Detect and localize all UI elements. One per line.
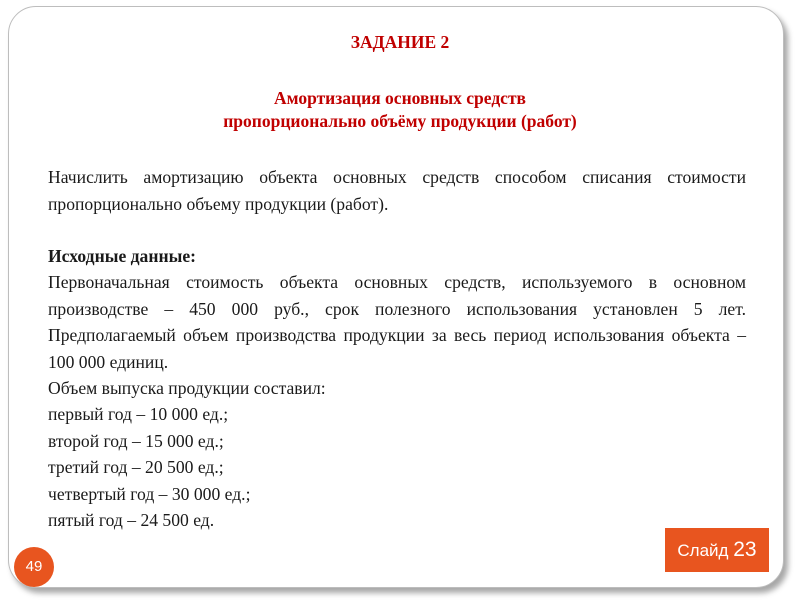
yearly-output-list — [48, 401, 250, 534]
task-statement: Начислить амортизацию объекта основных средств способом списания стоимости пропорционально объему продукции (работ). — [48, 167, 746, 214]
page-number-badge: 49 — [14, 547, 54, 587]
slide-subtitle-line-2: пропорционально объёму продукции (работ) — [223, 111, 577, 131]
given-data-heading: Исходные данные: — [48, 246, 197, 266]
list-item: пятый год – 24 500 ед. — [48, 510, 215, 530]
slide-subtitle-line-1: Амортизация основных средств — [274, 88, 526, 108]
list-item: первый год – 10 000 ед.; — [48, 404, 229, 424]
slide-link-button[interactable] — [665, 528, 769, 572]
list-item: второй год – 15 000 ед.; — [48, 430, 224, 451]
list-item: третий год – 20 500 ед.; — [48, 457, 224, 477]
list-item: четвертый год – 30 000 ед.; — [48, 483, 251, 504]
slide-link-number: 23 — [733, 538, 757, 561]
slide-link-label: Слайд — [677, 541, 729, 560]
given-data-text: Первоначальная стоимость объекта основных средств, используемого в основном производстве – 450 000 руб., срок полезного использования установлен 5 лет. Предполагаемый объем производства продукции за весь период использования объекта – 100 000 единиц. — [48, 272, 746, 372]
output-volume-heading: Объем выпуска продукции составил: — [48, 378, 326, 398]
slide-title: ЗАДАНИЕ 2 — [350, 32, 450, 52]
